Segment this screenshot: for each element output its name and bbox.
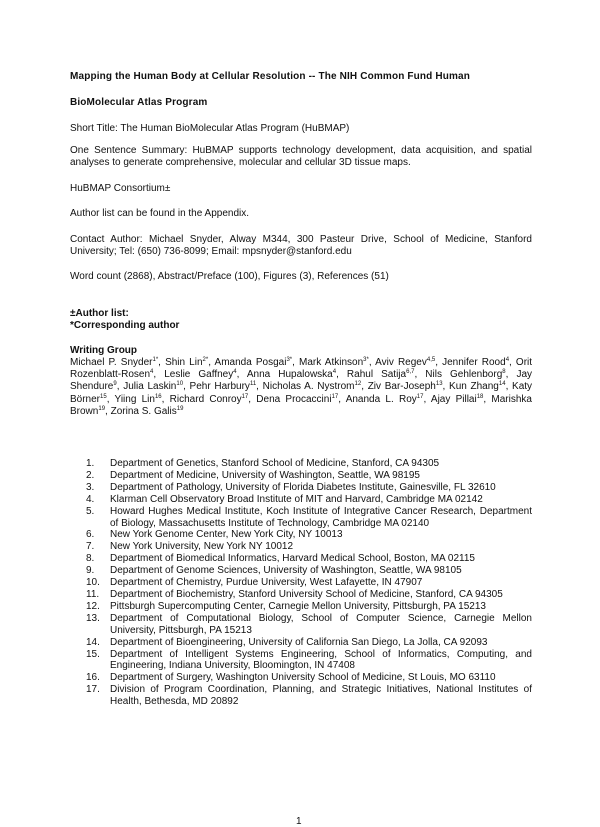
paper-title-line-2: BioMolecular Atlas Program	[70, 97, 208, 108]
affiliation-number: 13.	[86, 612, 100, 624]
author-list-note: Author list can be found in the Appendix.	[70, 208, 250, 219]
affiliation-number: 16.	[86, 672, 100, 684]
word-count: Word count (2868), Abstract/Preface (100), Figures (3), References (51)	[70, 271, 389, 282]
affiliation-text: New York Genome Center, New York City, NY 10013	[110, 529, 343, 541]
author-affiliation-marker: 13	[435, 381, 443, 388]
writing-group-authors	[70, 357, 532, 418]
author-name: Nicholas A. Nystrom	[262, 381, 355, 393]
paper-title-line-1: Mapping the Human Body at Cellular Resolution -- The NIH Common Fund Human	[70, 71, 470, 82]
affiliation-number: 15.	[86, 648, 100, 660]
affiliation-number: 17.	[86, 684, 100, 696]
contact-author: Contact Author: Michael Snyder, Alway M344, 300 Pasteur Drive, School of Medicine, Stanford University; Tel: (650) 736-8099; Email: mpsnyder@stanford.edu	[70, 234, 532, 258]
author-name: Orit Rozenblatt-Rosen	[70, 357, 533, 381]
author-name: Yiing Lin	[114, 393, 155, 405]
author-separator: ,	[208, 357, 215, 368]
author-name: Nils Gehlenborg	[425, 369, 503, 381]
affiliation-number: 3.	[86, 481, 95, 493]
author-affiliation-marker: 17	[416, 393, 424, 400]
author-separator: ,	[483, 393, 492, 405]
affiliation-item	[70, 470, 532, 482]
author-affiliation-marker: 4	[233, 369, 237, 376]
affiliation-number: 8.	[86, 553, 95, 565]
author-affiliation-marker: 10	[176, 381, 184, 388]
author-separator: ,	[256, 381, 263, 393]
author-affiliation-marker: 17	[331, 393, 339, 400]
affiliation-text: Department of Biochemistry, Stanford University School of Medicine, Stanford, CA 94305	[110, 588, 503, 600]
affiliation-text: Department of Medicine, University of Washington, Seattle, WA 98195	[110, 469, 420, 481]
author-affiliation-marker: 14	[498, 381, 506, 388]
author-affiliation-marker: 17	[241, 393, 249, 400]
affiliation-item	[70, 529, 532, 541]
affiliation-number: 12.	[86, 600, 100, 612]
author-separator: ,	[505, 381, 513, 393]
author-separator: ,	[338, 393, 346, 405]
affiliation-item	[70, 637, 532, 649]
one-sentence-summary: One Sentence Summary: HuBMAP supports technology development, data acquisition, and spatial analyses to generate comprehensive, molecular and cellular 3D tissue maps.	[70, 145, 532, 169]
author-affiliation-marker: 1*	[152, 357, 159, 363]
affiliation-text: Department of Chemistry, Purdue University, West Lafayette, IN 47907	[110, 577, 423, 589]
author-separator: ,	[435, 357, 443, 368]
affiliation-text: Department of Genetics, Stanford School of Medicine, Stanford, CA 94305	[110, 458, 440, 469]
author-name: Dena Procaccini	[256, 393, 332, 405]
affiliation-item	[70, 589, 532, 601]
consortium-line: HuBMAP Consortium±	[70, 183, 171, 194]
author-name: Zorina S. Galis	[110, 405, 177, 417]
author-name: Ananda L. Roy	[345, 393, 417, 405]
author-affiliation-marker: 9	[113, 381, 117, 388]
affiliation-text: Department of Pathology, University of Florida Diabetes Institute, Gainesville, FL 32610	[110, 481, 496, 493]
author-separator: ,	[442, 381, 450, 393]
affiliation-number: 6.	[86, 529, 95, 541]
affiliation-text: Howard Hughes Medical Institute, Koch Institute of Integrative Cancer Research, Department of Biology, Massachusetts Institute of Technology, Cambridge MA 02140	[110, 505, 532, 529]
author-name: Kun Zhang	[449, 381, 499, 393]
affiliation-item	[70, 494, 532, 506]
author-list-heading: ±Author list:	[70, 308, 129, 319]
affiliation-list	[70, 458, 532, 708]
author-affiliation-marker: 19	[98, 405, 106, 412]
author-separator: ,	[509, 357, 516, 368]
affiliation-number: 7.	[86, 541, 95, 553]
author-name: Ziv Bar-Joseph	[367, 381, 436, 393]
author-separator: ,	[505, 369, 517, 381]
affiliation-number: 5.	[86, 505, 95, 517]
affiliation-item	[70, 482, 532, 494]
author-separator: ,	[158, 357, 166, 368]
author-name: Leslie Gaffney	[164, 369, 234, 381]
affiliation-text: Department of Biomedical Informatics, Harvard Medical School, Boston, MA 02115	[110, 553, 475, 565]
author-separator: ,	[161, 393, 170, 405]
affiliation-number: 11.	[86, 588, 100, 600]
author-separator: ,	[336, 369, 347, 381]
affiliation-item	[70, 506, 532, 530]
author-name: Jay Shendure	[70, 369, 532, 393]
author-name: Rahul Satija	[346, 369, 407, 381]
affiliation-item	[70, 565, 532, 577]
author-name: Marishka Brown	[70, 393, 532, 417]
author-separator: ,	[183, 381, 190, 393]
affiliation-number: 14.	[86, 636, 100, 648]
author-affiliation-marker: 4,5	[426, 357, 436, 363]
author-affiliation-marker: 18	[476, 393, 484, 400]
corresponding-author-note: *Corresponding author	[70, 320, 180, 331]
affiliation-text: Department of Computational Biology, School of Computer Science, Carnegie Mellon University, Pittsburgh, PA 15213	[110, 612, 532, 636]
author-separator: ,	[105, 405, 111, 417]
author-affiliation-marker: 12	[354, 381, 362, 388]
author-affiliation-marker: 19	[176, 405, 184, 412]
affiliation-text: New York University, New York NY 10012	[110, 541, 294, 553]
affiliation-number: 4.	[86, 493, 95, 505]
author-affiliation-marker: 3*	[286, 357, 293, 363]
author-affiliation-marker: 6,7	[406, 369, 415, 376]
affiliation-item	[70, 684, 532, 708]
author-name: Mark Atkinson	[299, 357, 364, 368]
author-name: Pehr Harbury	[189, 381, 250, 393]
affiliation-number: 2.	[86, 469, 95, 481]
affiliation-item	[70, 613, 532, 637]
affiliation-item	[70, 553, 532, 565]
page-number: 1	[296, 816, 302, 827]
author-affiliation-marker: 11	[249, 381, 257, 388]
author-separator: ,	[423, 393, 431, 405]
affiliation-text: Department of Surgery, Washington University School of Medicine, St Louis, MO 63110	[110, 672, 496, 684]
author-separator: ,	[116, 381, 124, 393]
author-name: Julia Laskin	[123, 381, 177, 393]
affiliation-text: Department of Genome Sciences, University of Washington, Seattle, WA 98105	[110, 565, 462, 577]
affiliation-text: Department of Bioengineering, University of California San Diego, La Jolla, CA 92093	[110, 636, 488, 648]
author-affiliation-marker: 4	[505, 357, 510, 363]
author-separator: ,	[361, 381, 368, 393]
affiliation-item	[70, 458, 532, 470]
author-separator: ,	[292, 357, 300, 368]
author-separator: ,	[106, 393, 115, 405]
author-name: Amanda Posgai	[214, 357, 287, 368]
short-title: Short Title: The Human BioMolecular Atlas Program (HuBMAP)	[70, 123, 350, 134]
author-name: Aviv Regev	[375, 357, 427, 368]
author-affiliation-marker: 3*	[363, 357, 369, 363]
author-name: Michael P. Snyder	[70, 357, 153, 368]
author-affiliation-marker: 4	[332, 369, 337, 376]
author-affiliation-marker: 16	[154, 393, 162, 400]
affiliation-number: 1.	[86, 458, 95, 469]
author-separator: ,	[236, 369, 247, 381]
affiliation-number: 9.	[86, 565, 95, 577]
affiliation-item	[70, 601, 532, 613]
author-separator: ,	[248, 393, 257, 405]
affiliation-text: Division of Program Coordination, Planning, and Strategic Initiatives, National Institutes of Health, Bethesda, MD 20892	[110, 684, 532, 708]
author-name: Anna Hupalowska	[246, 369, 333, 381]
affiliation-text: Klarman Cell Observatory Broad Institute of MIT and Harvard, Cambridge MA 02142	[110, 493, 483, 505]
affiliation-item	[70, 577, 532, 589]
affiliation-item	[70, 541, 532, 553]
author-separator: ,	[368, 357, 376, 368]
author-name: Katy Börner	[70, 381, 533, 405]
author-affiliation-marker: 4	[150, 369, 154, 376]
author-name: Ajay Pillai	[430, 393, 477, 405]
author-separator: ,	[153, 369, 165, 381]
author-affiliation-marker: 2*	[202, 357, 209, 363]
author-name: Shin Lin	[165, 357, 203, 368]
affiliation-item	[70, 649, 532, 673]
author-affiliation-marker: 8	[502, 369, 506, 376]
author-name: Jennifer Rood	[442, 357, 506, 368]
author-name: Richard Conroy	[169, 393, 242, 405]
affiliation-text: Department of Intelligent Systems Engineering, School of Informatics, Computing, and Engineering, Indiana University, Bloomington, IN 47408	[110, 648, 532, 672]
affiliation-text: Pittsburgh Supercomputing Center, Carnegie Mellon University, Pittsburgh, PA 15213	[110, 600, 486, 612]
affiliation-number: 10.	[86, 577, 100, 589]
affiliation-item	[70, 672, 532, 684]
author-separator: ,	[414, 369, 426, 381]
writing-group-heading: Writing Group	[70, 345, 138, 356]
author-affiliation-marker: 15	[100, 393, 107, 400]
